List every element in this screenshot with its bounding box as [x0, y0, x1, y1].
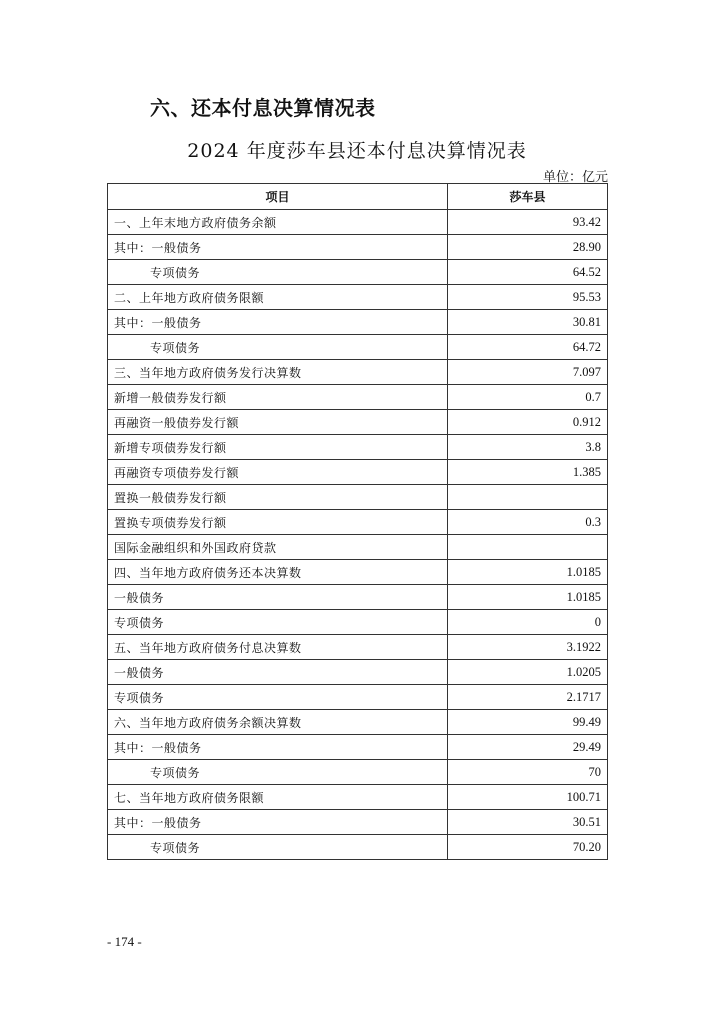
row-value: 70: [448, 760, 608, 785]
row-item-label: 二、上年地方政府债务限额: [108, 285, 448, 310]
row-item-label: 一般债务: [108, 585, 448, 610]
table-header-row: [108, 184, 608, 210]
row-item-label: 专项债务: [108, 835, 448, 860]
row-value: [448, 485, 608, 510]
table-row: [108, 810, 608, 835]
table-row: [108, 760, 608, 785]
row-item-label: 国际金融组织和外国政府贷款: [108, 535, 448, 560]
row-item-label: 七、当年地方政府债务限额: [108, 785, 448, 810]
row-item-label: 专项债务: [108, 610, 448, 635]
table-row: [108, 685, 608, 710]
row-item-label: 四、当年地方政府债务还本决算数: [108, 560, 448, 585]
row-item-label: 其中：一般债务: [108, 235, 448, 260]
row-item-label: 专项债务: [108, 260, 448, 285]
row-item-label: 置换专项债券发行额: [108, 510, 448, 535]
row-value: 99.49: [448, 710, 608, 735]
row-value: 3.8: [448, 435, 608, 460]
row-item-label: 再融资专项债券发行额: [108, 460, 448, 485]
row-value: 93.42: [448, 210, 608, 235]
row-item-label: 置换一般债券发行额: [108, 485, 448, 510]
row-item-label: 再融资一般债券发行额: [108, 410, 448, 435]
row-value: 3.1922: [448, 635, 608, 660]
row-value: [448, 535, 608, 560]
row-value: 0.7: [448, 385, 608, 410]
row-value: 0: [448, 610, 608, 635]
row-value: 1.0185: [448, 585, 608, 610]
row-value: 1.0185: [448, 560, 608, 585]
row-value: 0.3: [448, 510, 608, 535]
section-heading: 六、还本付息决算情况表: [150, 96, 376, 120]
page-number: - 174 -: [107, 934, 142, 949]
table-row: [108, 235, 608, 260]
column-header-item: 项目: [108, 184, 448, 210]
table-body: [108, 210, 608, 860]
row-value: 29.49: [448, 735, 608, 760]
row-value: 100.71: [448, 785, 608, 810]
table-row: [108, 835, 608, 860]
table-row: [108, 660, 608, 685]
table-row: [108, 210, 608, 235]
row-item-label: 专项债务: [108, 760, 448, 785]
row-item-label: 其中：一般债务: [108, 735, 448, 760]
row-item-label: 其中：一般债务: [108, 810, 448, 835]
row-item-label: 一般债务: [108, 660, 448, 685]
row-item-label: 专项债务: [108, 685, 448, 710]
table-row: [108, 285, 608, 310]
table-row: [108, 410, 608, 435]
table-row: [108, 535, 608, 560]
row-value: 1.0205: [448, 660, 608, 685]
row-item-label: 三、当年地方政府债务发行决算数: [108, 360, 448, 385]
row-value: 0.912: [448, 410, 608, 435]
table-row: [108, 435, 608, 460]
row-value: 30.81: [448, 310, 608, 335]
column-header-county: 莎车县: [448, 184, 608, 210]
row-item-label: 五、当年地方政府债务付息决算数: [108, 635, 448, 660]
row-value: 30.51: [448, 810, 608, 835]
row-value: 95.53: [448, 285, 608, 310]
table-row: [108, 635, 608, 660]
table-row: [108, 710, 608, 735]
row-value: 2.1717: [448, 685, 608, 710]
table-row: [108, 560, 608, 585]
document-title: 2024 年度莎车县还本付息决算情况表: [187, 140, 527, 162]
row-item-label: 新增一般债券发行额: [108, 385, 448, 410]
row-item-label: 专项债务: [108, 335, 448, 360]
row-value: 64.72: [448, 335, 608, 360]
row-value: 1.385: [448, 460, 608, 485]
row-value: 70.20: [448, 835, 608, 860]
table-row: [108, 785, 608, 810]
table-row: [108, 735, 608, 760]
debt-settlement-table: [107, 183, 608, 860]
row-value: 28.90: [448, 235, 608, 260]
unit-label: 单位：亿元: [542, 170, 608, 185]
table-row: [108, 260, 608, 285]
table-row: [108, 610, 608, 635]
table-row: [108, 335, 608, 360]
row-item-label: 六、当年地方政府债务余额决算数: [108, 710, 448, 735]
table-row: [108, 460, 608, 485]
row-value: 7.097: [448, 360, 608, 385]
row-item-label: 新增专项债券发行额: [108, 435, 448, 460]
table-row: [108, 510, 608, 535]
table-row: [108, 360, 608, 385]
row-item-label: 一、上年末地方政府债务余额: [108, 210, 448, 235]
row-value: 64.52: [448, 260, 608, 285]
table-row: [108, 485, 608, 510]
table-row: [108, 385, 608, 410]
table-row: [108, 585, 608, 610]
table-row: [108, 310, 608, 335]
row-item-label: 其中：一般债务: [108, 310, 448, 335]
